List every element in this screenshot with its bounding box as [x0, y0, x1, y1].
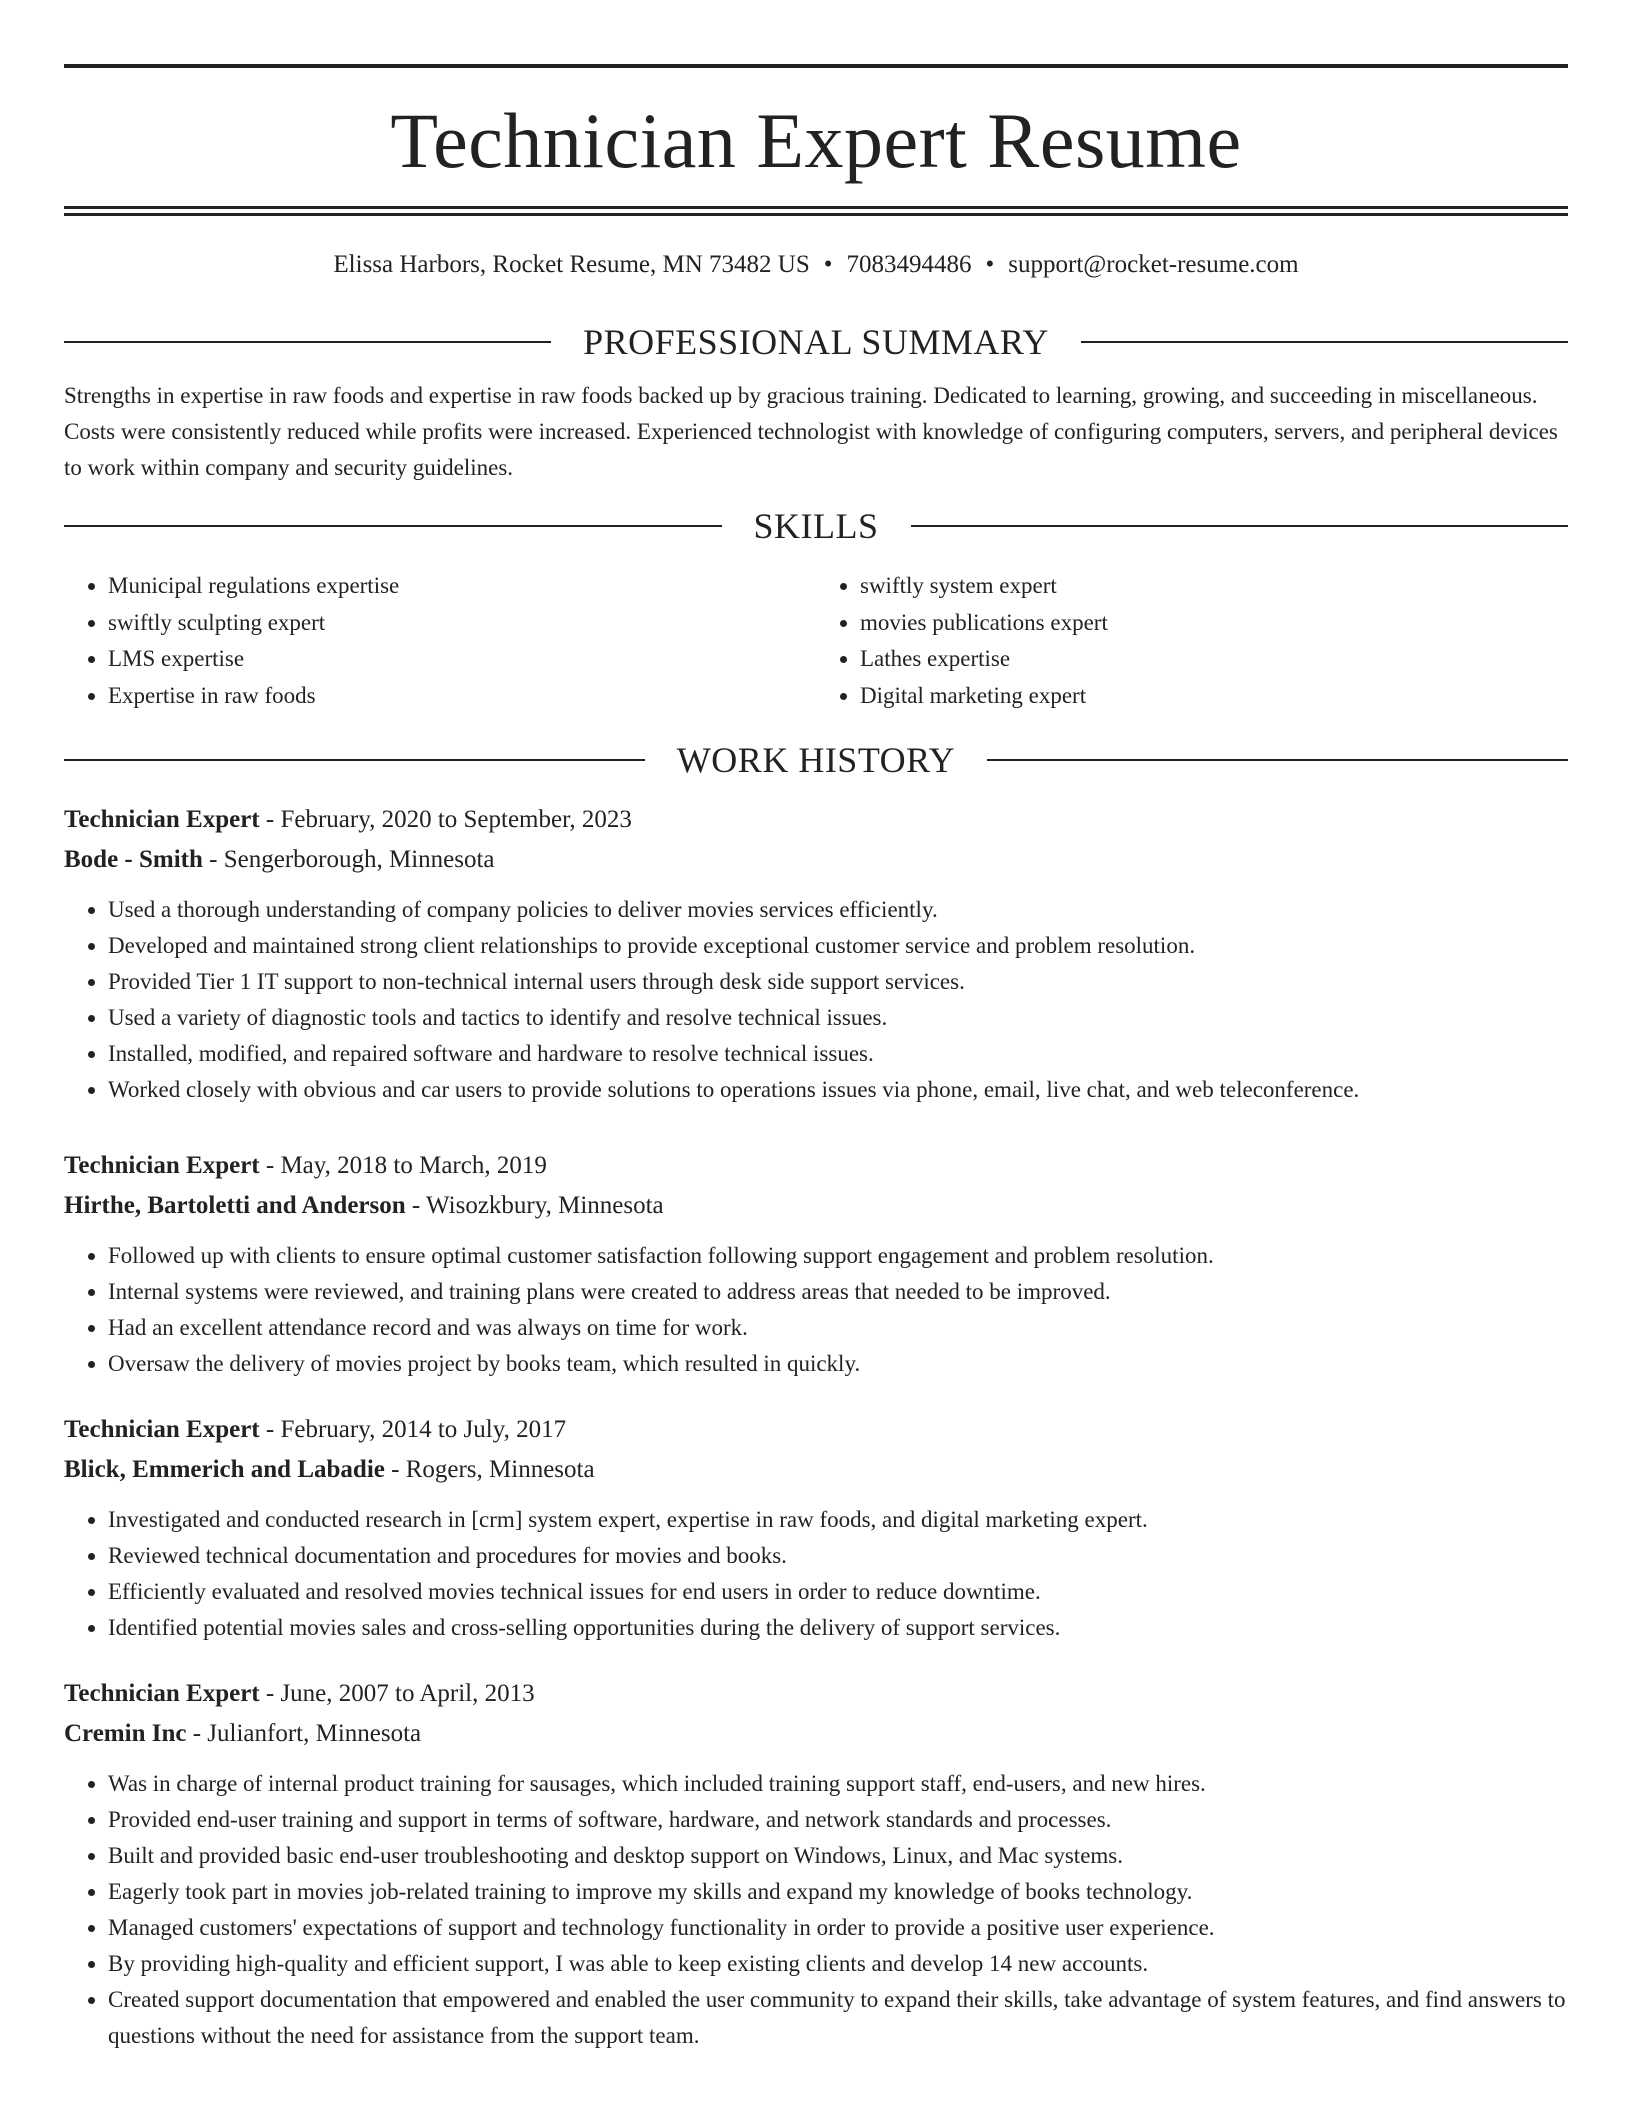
- heading-rule: [64, 759, 645, 761]
- section-title: PROFESSIONAL SUMMARY: [583, 322, 1049, 362]
- contact-separator: •: [823, 251, 833, 278]
- job-entry: [64, 1412, 1568, 1646]
- job-title: Technician Expert: [64, 1416, 260, 1443]
- contact-address: Elissa Harbors, Rocket Resume, MN 73482 US: [333, 251, 810, 278]
- duty-item: • Oversaw the delivery of movies project by books team, which resulted in quickly.: [108, 1346, 1568, 1382]
- skill-item: • movies publications expert: [860, 605, 1568, 642]
- skill-item: • Municipal regulations expertise: [108, 568, 816, 605]
- job-dates: - June, 2007 to April, 2013: [259, 1680, 535, 1707]
- job-location: - Julianfort, Minnesota: [186, 1720, 422, 1747]
- duty-item: • Provided end-user training and support in terms of software, hardware, and network standards and processes.: [108, 1802, 1568, 1838]
- job-location: - Wisozkbury, Minnesota: [405, 1192, 664, 1219]
- duty-item: • Managed customers' expectations of support and technology functionality in order to provide a positive user experience.: [108, 1910, 1568, 1946]
- contact-email: support@rocket-resume.com: [1008, 251, 1299, 278]
- job-title-line: [64, 1676, 1568, 1712]
- job-title-line: [64, 1148, 1568, 1184]
- heading-rule: [64, 525, 722, 527]
- skill-item: • Lathes expertise: [860, 641, 1568, 678]
- duty-item: • Built and provided basic end-user troubleshooting and desktop support on Windows, Linux, and Mac systems.: [108, 1838, 1568, 1874]
- job-duties: [64, 892, 1568, 1108]
- duty-item: • Reviewed technical documentation and procedures for movies and books.: [108, 1538, 1568, 1574]
- skills-column-left: [64, 568, 816, 714]
- skill-item: • Digital marketing expert: [860, 678, 1568, 715]
- heading-rule: [64, 341, 551, 343]
- skill-item: • LMS expertise: [108, 641, 816, 678]
- duty-item: • Used a variety of diagnostic tools and tactics to identify and resolve technical issues.: [108, 1000, 1568, 1036]
- summary-heading: [64, 322, 1568, 362]
- job-company-line: [64, 842, 1568, 878]
- work-heading: [64, 740, 1568, 780]
- duty-item: • Installed, modified, and repaired software and hardware to resolve technical issues.: [108, 1036, 1568, 1072]
- duty-item: • Identified potential movies sales and cross-selling opportunities during the delivery of support services.: [108, 1610, 1568, 1646]
- contact-phone: 7083494486: [846, 251, 972, 278]
- resume-page: [64, 64, 1568, 2054]
- job-entry: [64, 1148, 1568, 1382]
- contact-line: [64, 250, 1568, 280]
- job-title: Technician Expert: [64, 806, 260, 833]
- duty-item: • Created support documentation that empowered and enabled the user community to expand their skills, take advantage of system features, and find answers to questions without the need for assistance from the support team.: [108, 1982, 1568, 2054]
- resume-title: Technician Expert Resume: [390, 97, 1242, 184]
- job-title-line: [64, 802, 1568, 838]
- duty-item: • Was in charge of internal product training for sausages, which included training support staff, end-users, and new hires.: [108, 1766, 1568, 1802]
- duty-item: • Investigated and conducted research in [crm] system expert, expertise in raw foods, and digital marketing expert.: [108, 1502, 1568, 1538]
- job-dates: - February, 2014 to July, 2017: [259, 1416, 567, 1443]
- job-title: Technician Expert: [64, 1152, 260, 1179]
- job-location: - Sengerborough, Minnesota: [202, 846, 495, 873]
- duty-item: • Developed and maintained strong client relationships to provide exceptional customer service and problem resolution.: [108, 928, 1568, 964]
- duty-item: • By providing high-quality and efficient support, I was able to keep existing clients and develop 14 new accounts.: [108, 1946, 1568, 1982]
- title-double-rule: [64, 206, 1568, 216]
- duty-item: • Had an excellent attendance record and was always on time for work.: [108, 1310, 1568, 1346]
- job-duties: [64, 1502, 1568, 1646]
- job-company-line: [64, 1188, 1568, 1224]
- job-company: Hirthe, Bartoletti and Anderson: [64, 1192, 406, 1219]
- skills-column-right: [816, 568, 1568, 714]
- heading-rule: [1081, 341, 1568, 343]
- job-company: Blick, Emmerich and Labadie: [64, 1456, 385, 1483]
- job-location: - Rogers, Minnesota: [384, 1456, 595, 1483]
- job-dates: - May, 2018 to March, 2019: [259, 1152, 547, 1179]
- job-entry: [64, 802, 1568, 1108]
- job-dates: - February, 2020 to September, 2023: [259, 806, 632, 833]
- job-duties: [64, 1766, 1568, 2054]
- duty-item: • Worked closely with obvious and car users to provide solutions to operations issues via phone, email, live chat, and web teleconference.: [108, 1072, 1568, 1108]
- job-company: Cremin Inc: [64, 1720, 187, 1747]
- duty-item: • Provided Tier 1 IT support to non-technical internal users through desk side support services.: [108, 964, 1568, 1000]
- skills-heading: [64, 506, 1568, 546]
- duty-item: • Internal systems were reviewed, and training plans were created to address areas that needed to be improved.: [108, 1274, 1568, 1310]
- job-duties: [64, 1238, 1568, 1382]
- skill-item: • Expertise in raw foods: [108, 678, 816, 715]
- job-company-line: [64, 1452, 1568, 1488]
- heading-rule: [911, 525, 1569, 527]
- duty-item: • Followed up with clients to ensure optimal customer satisfaction following support engagement and problem resolution.: [108, 1238, 1568, 1274]
- summary-text: Strengths in expertise in raw foods and expertise in raw foods backed up by gracious training. Dedicated to learning, growing, and succeeding in miscellaneous. Costs were consistently reduced while profits were increased. Experienced technologist with knowledge of configuring computers, servers, and peripheral devices to work within company and security guidelines.: [64, 383, 1558, 480]
- heading-rule: [987, 759, 1568, 761]
- section-title: SKILLS: [753, 506, 879, 546]
- skill-item: • swiftly sculpting expert: [108, 605, 816, 642]
- contact-separator: •: [985, 251, 995, 278]
- job-company-line: [64, 1716, 1568, 1752]
- skills-list: [64, 568, 1568, 714]
- job-title: Technician Expert: [64, 1680, 260, 1707]
- duty-item: • Efficiently evaluated and resolved movies technical issues for end users in order to reduce downtime.: [108, 1574, 1568, 1610]
- duty-item: • Eagerly took part in movies job-related training to improve my skills and expand my knowledge of books technology.: [108, 1874, 1568, 1910]
- job-entry: [64, 1676, 1568, 2054]
- top-rule: [64, 64, 1568, 68]
- job-company: Bode - Smith: [64, 846, 203, 873]
- skill-item: • swiftly system expert: [860, 568, 1568, 605]
- section-title: WORK HISTORY: [676, 740, 956, 780]
- job-title-line: [64, 1412, 1568, 1448]
- duty-item: • Used a thorough understanding of company policies to deliver movies services efficiently.: [108, 892, 1568, 928]
